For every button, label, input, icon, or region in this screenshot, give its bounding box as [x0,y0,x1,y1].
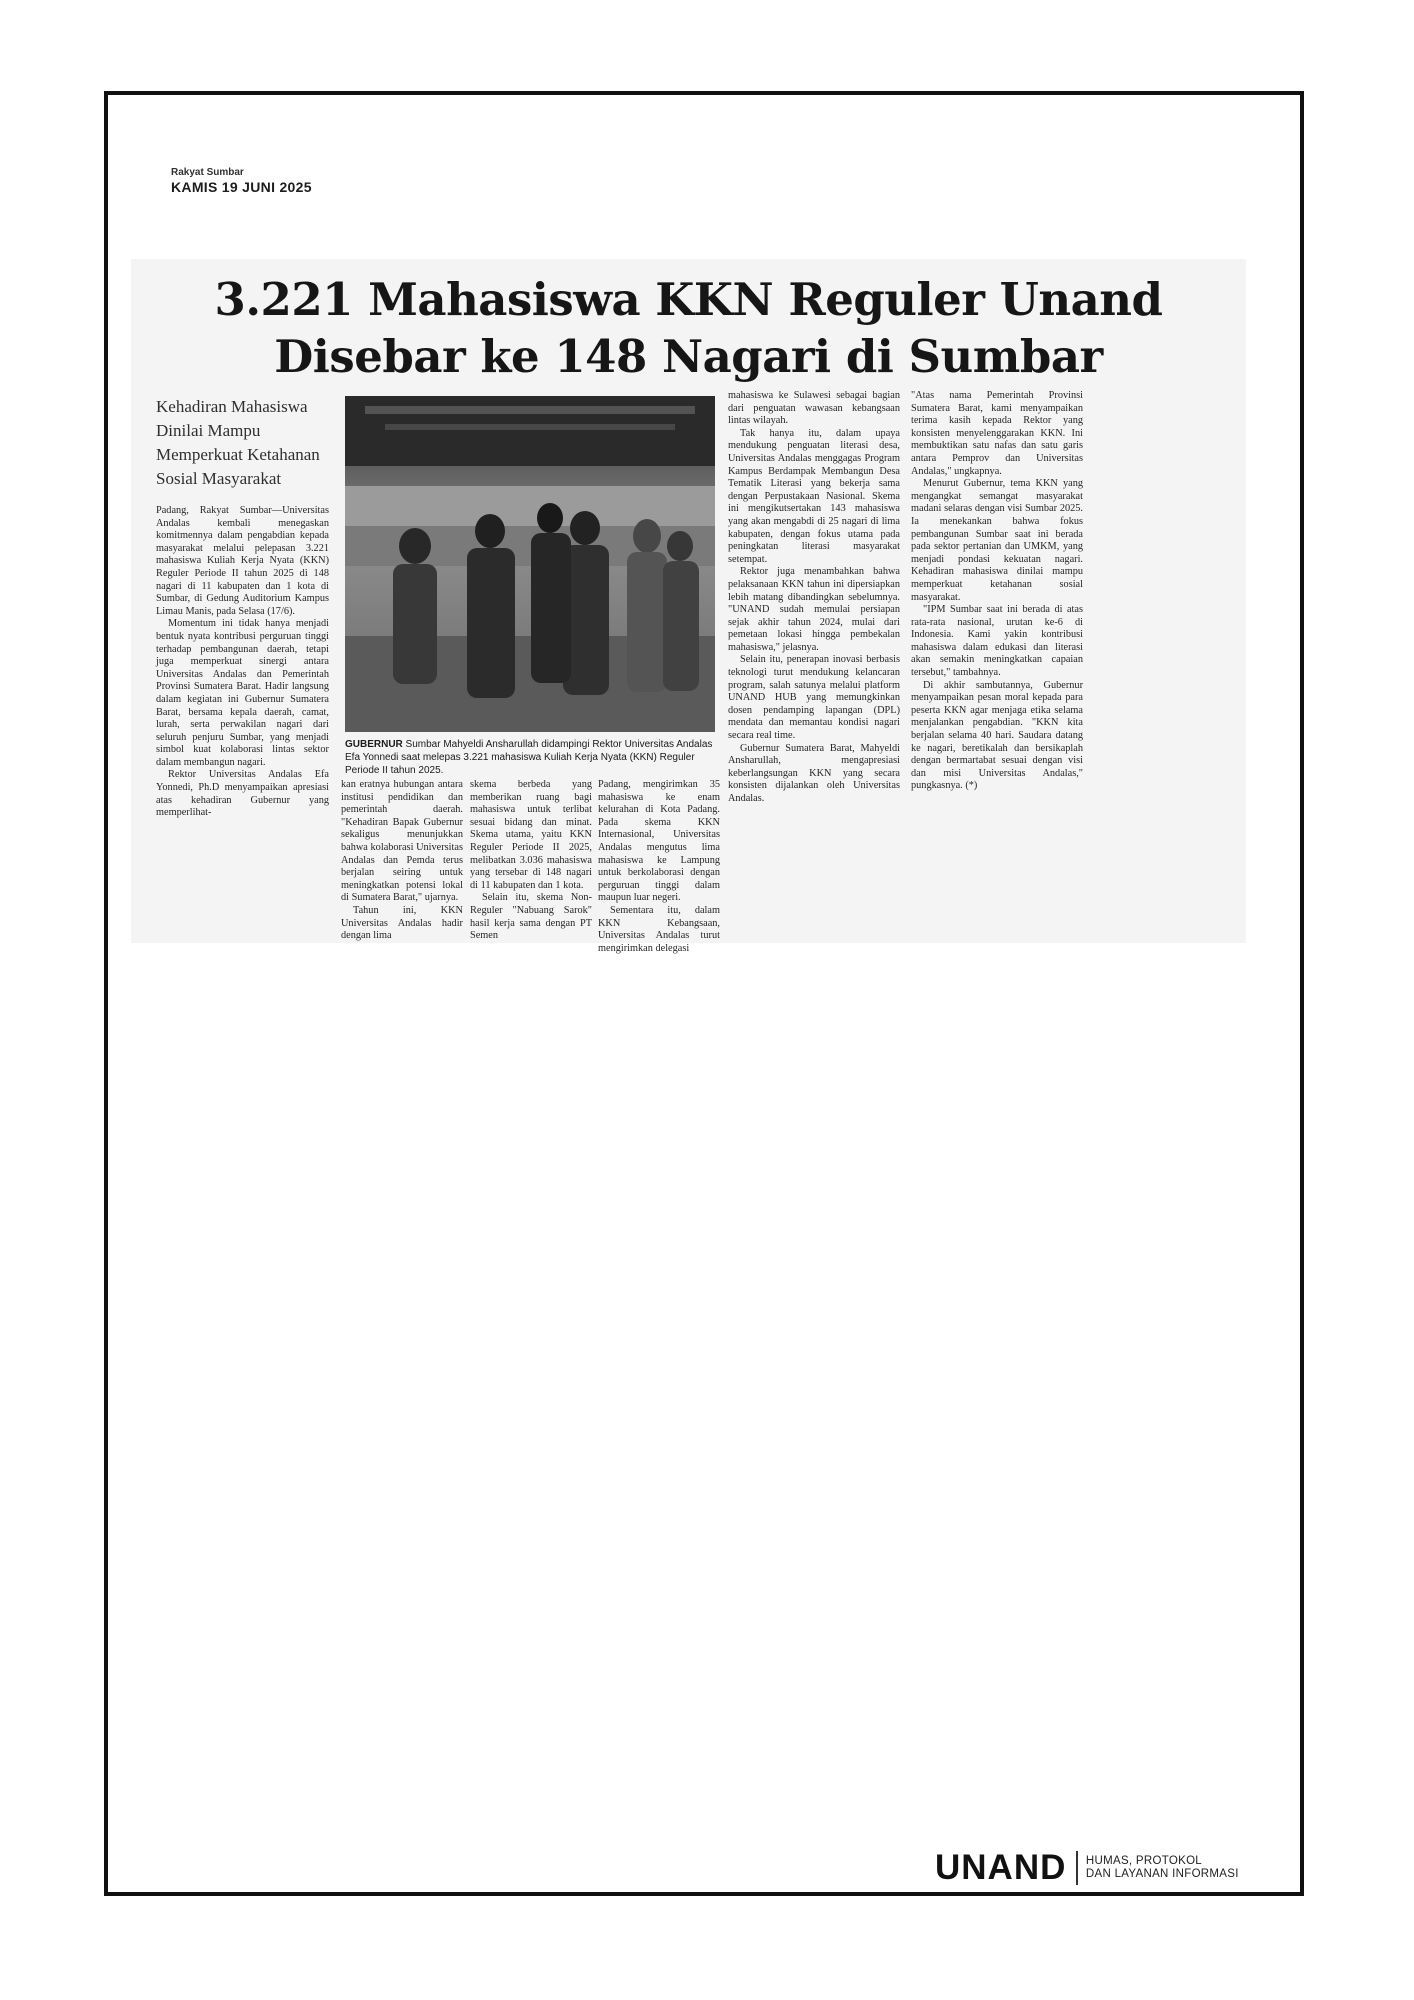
paragraph: Menurut Gubernur, tema KKN yang mengangkat semangat masyarakat madani selaras dengan visi Sumbar 2025. Ia menekankan bahwa fokus pembangunan Sumbar saat ini berada pada sektor pertanian dan UMKM, yang menjadi pondasi kekuatan nagari. Kehadiran mahasiswa dinilai mampu memperkuat ketahanan sosial masyarakat. [911,478,1083,603]
logo-department [1086,1855,1239,1881]
publication-name: Rakyat Sumbar [171,167,244,178]
paragraph: skema berbeda yang memberikan ruang bagi mahasiswa untuk terlibat sesuai bidang dan minat. Skema utama, yaitu KKN Reguler Periode II 2025, melibatkan 3.036 mahasiswa yang tersebar di 148 nagari di 11 kabupaten dan 1 kota. [470,779,592,891]
paragraph: "IPM Sumbar saat ini berada di atas rata-rata nasional, urutan ke-6 di Indonesia. Kami yakin kontribusi mahasiswa dalam edukasi dan literasi akan semakin meningkatkan capaian tersebut," tambahnya. [911,604,1083,679]
paragraph: mahasiswa ke Sulawesi sebagai bagian dari penguatan wawasan kebangsaan lintas wilayah. [728,390,900,427]
caption-lead: GUBERNUR [345,739,403,750]
paragraph: Rektor Universitas Andalas Efa Yonnedi, Ph.D menyampaikan apresiasi atas kehadiran Gubernur yang memperlihat- [156,769,329,819]
publication-date: KAMIS 19 JUNI 2025 [171,179,312,195]
masthead-area [151,163,331,203]
paragraph: Gubernur Sumatera Barat, Mahyeldi Ansharullah, mengapresiasi keberlangsungan KKN yang secara konsisten dijalankan oleh Universitas Andalas. [728,742,900,804]
paragraph: Padang, Rakyat Sumbar—Universitas Andalas kembali menegaskan komitmennya dalam pengabdian kepada masyarakat melalui pelepasan 3.221 mahasiswa Kuliah Kerja Nyata (KKN) Reguler Periode II tahun 2025 di 148 nagari di 11 kabupaten dan 1 kota di Sumbar, di Gedung Auditorium Kampus Limau Manis, pada Selasa (17/6). [156,505,329,617]
paragraph: Tahun ini, KKN Universitas Andalas hadir dengan lima [341,904,463,942]
logo-department-line-1: HUMAS, PROTOKOL [1085,1855,1203,1867]
photo-caption [345,738,725,777]
article-column-4 [598,779,720,955]
newspaper-clipping [131,163,1246,954]
article-column-5 [728,390,900,806]
clipping-paper [131,163,1246,954]
article-column-2 [341,779,463,943]
paragraph: Sementara itu, dalam KKN Kebangsaan, Universitas Andalas turut mengirimkan delegasi [598,904,720,954]
headline-line-2: Disebar ke 148 Nagari di Sumbar [274,330,1103,383]
paragraph: Padang, mengirimkan 35 mahasiswa ke enam kelurahan di Kota Padang. Pada skema KKN Internasional, Universitas Andalas mengutus lima mahasiswa ke Lampung untuk berkolaborasi dengan perguruan tinggi dalam maupun luar negeri. [598,779,720,904]
subheadline: Kehadiran Mahasiswa Dinilai Mampu Memperkuat Ketahanan Sosial Masyarakat [156,397,320,488]
headline-line-1: 3.221 Mahasiswa KKN Reguler Unand [214,273,1163,326]
article-column-1 [156,505,329,820]
article-column-3 [470,779,592,943]
paragraph: Selain itu, skema Non-Reguler "Nabuang Sarok" hasil kerja sama dengan PT Semen [470,892,592,942]
paragraph: Rektor juga menambahkan bahwa pelaksanaan KKN tahun ini dipersiapkan lebih matang dibandingkan sebelumnya. "UNAND sudah memulai persiapan sejak akhir tahun 2024, mulai dari pemetaan lokasi hingga pembekalan mahasiswa," jelasnya. [728,566,900,653]
article [131,259,1246,954]
paragraph: kan eratnya hubungan antara institusi pendidikan dan pemerintah daerah. "Kehadiran Bapak Gubernur sekaligus menunjukkan bahwa kolaborasi Universitas Andalas dan Pemda terus berjalan seiring untuk meningkatkan potensi lokal di Sumatera Barat," ujarnya. [341,779,463,904]
paragraph: Tak hanya itu, dalam upaya mendukung penguatan literasi desa, Universitas Andalas menggagas Program Kampus Berdampak Membangun Desa Tematik Literasi yang bekerja sama dengan Perpustakaan Nasional. Skema ini mengikutsertakan 143 mahasiswa yang akan mengabdi di 25 nagari di lima kabupaten, dengan fokus utama pada peningkatan literasi masyarakat setempat. [728,427,900,565]
logo-department-line-2: DAN LAYANAN INFORMASI [1085,1868,1239,1880]
headline [131,271,1246,385]
paragraph: "Atas nama Pemerintah Provinsi Sumatera Barat, kami menyampaikan terima kasih kepada Rektor yang konsisten menyelenggarakan KKN. Ini membuktikan satu nafas dan satu garis antara Pemprov dan Universitas Andalas," ungkapnya. [911,390,1083,477]
paragraph: Momentum ini tidak hanya menjadi bentuk nyata kontribusi perguruan tinggi terhadap pembangunan daerah, tetapi juga memperkuat sinergi antara Universitas Andalas dan Pemerintah Provinsi Sumatera Barat. Hadir langsung dalam kegiatan ini Gubernur Sumatera Barat, bersama kepala daerah, camat, lurah, serta perwakilan nagari dari seluruh penjuru Sumbar, yang menjadi simbol kuat kolaborasi lintas sektor dalam membangun nagari. [156,618,329,768]
article-column-6 [911,390,1083,793]
logo-divider [1076,1851,1078,1885]
article-photo [345,396,715,732]
paragraph: Di akhir sambutannya, Gubernur menyampaikan pesan moral kepada para peserta KKN agar menjaga etika selama menjalankan pengabdian. "KKN kita berjalan selama 40 hari. Saudara datang ke nagari, beretikalah dan bersikaplah dengan bermartabat sesuai dengan visi dan misi Universitas Andalas," pungkasnya. (*) [911,679,1083,792]
photo-illustration [345,396,715,732]
unand-logo [935,1848,1239,1888]
caption-text: Sumbar Mahyeldi Ansharullah didampingi Rektor Universitas Andalas Efa Yonnedi saat melepas 3.221 mahasiswa Kuliah Kerja Nyata (KKN) Reguler Periode II tahun 2025. [345,739,713,776]
paragraph: Selain itu, penerapan inovasi berbasis teknologi turut mendukung kelancaran program, salah satunya melalui platform UNAND HUB yang memungkinkan dosen pendamping lapangan (DPL) mendata dan memantau kondisi nagari secara real time. [728,654,900,742]
logo-wordmark: UNAND [935,1848,1067,1887]
